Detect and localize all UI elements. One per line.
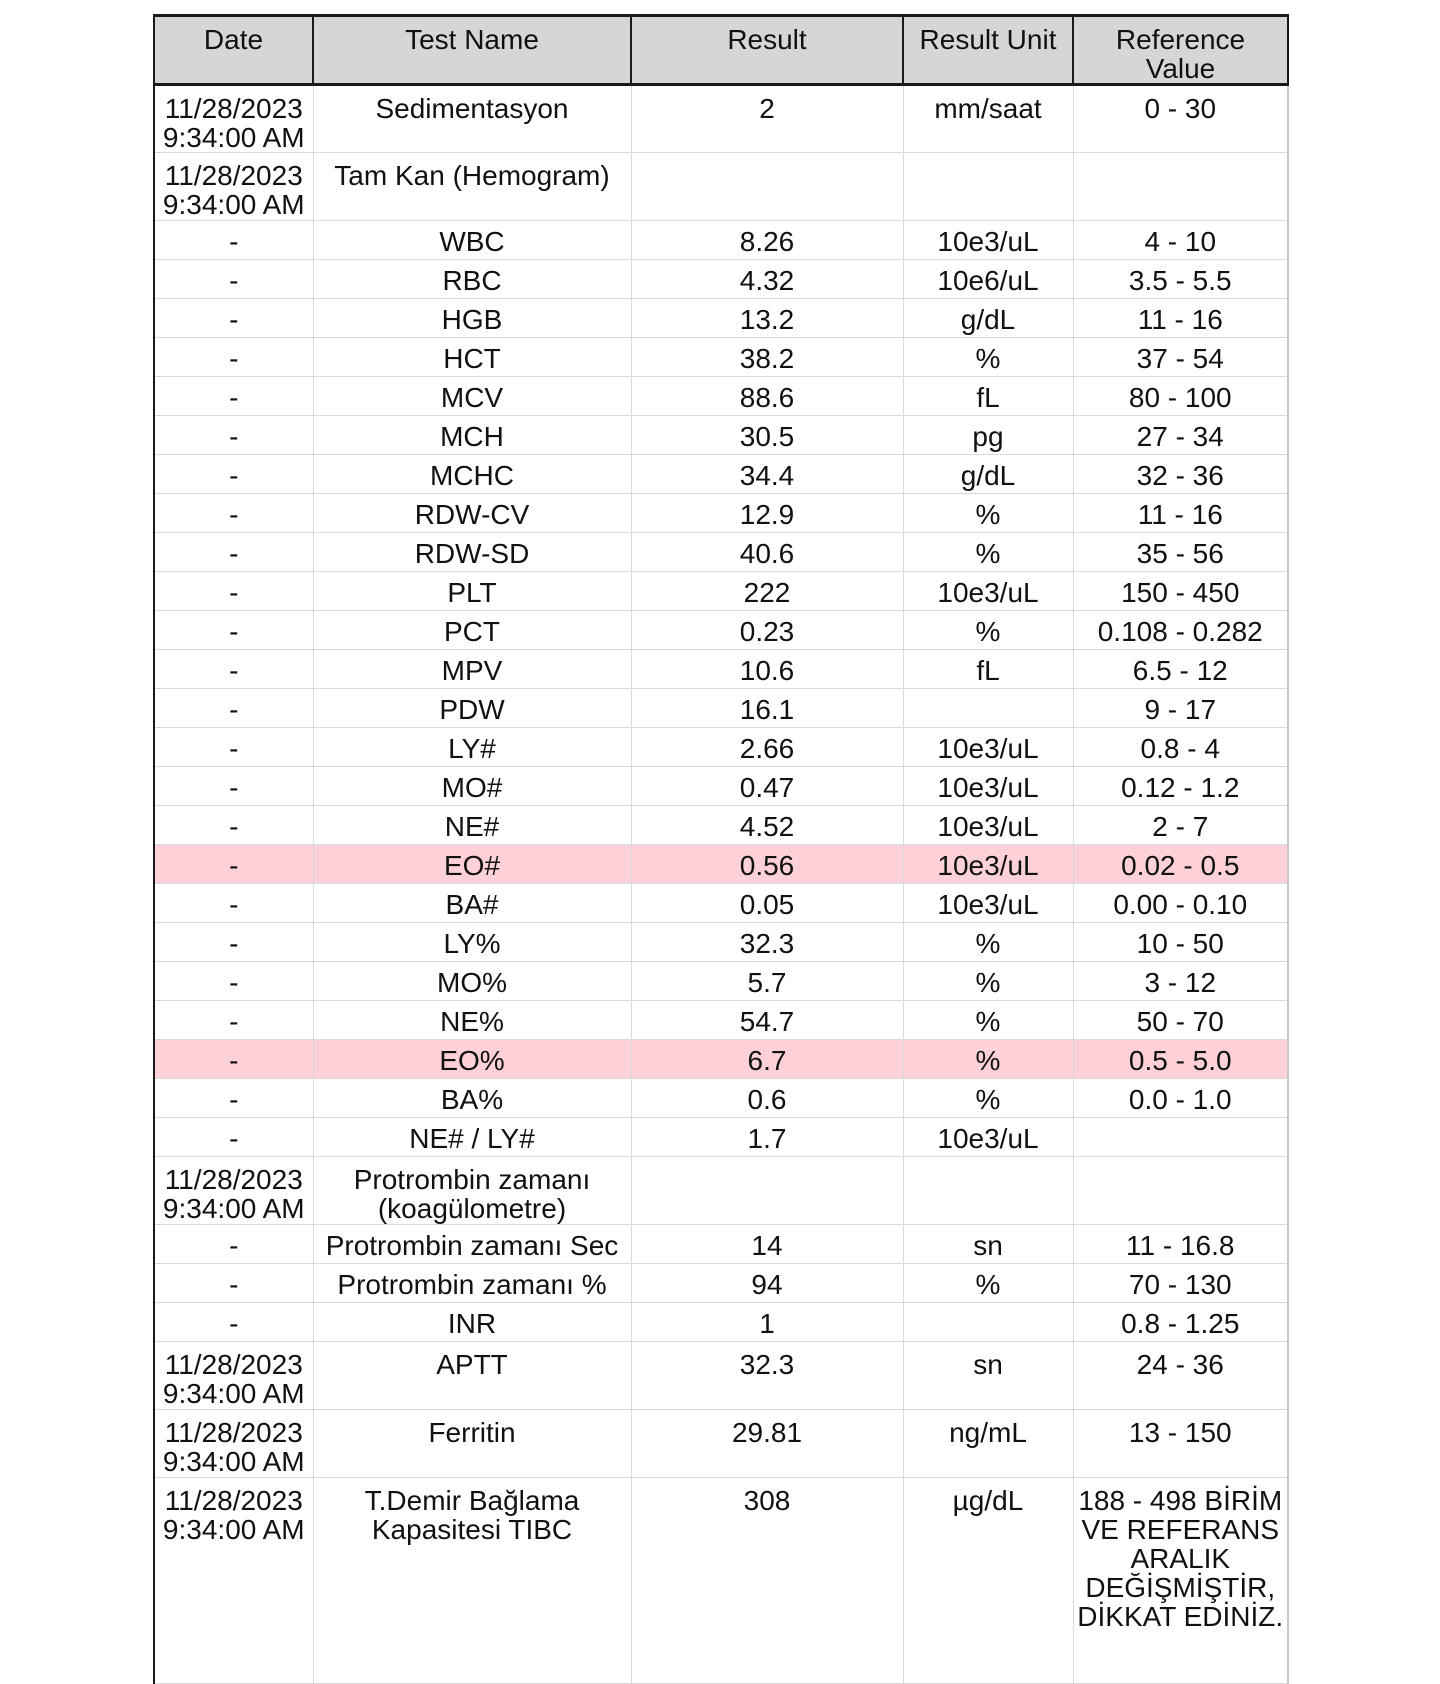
table-row (154, 153, 1288, 221)
cell-result: 29.81 (631, 1410, 903, 1478)
column-header-result-unit: Result Unit (903, 16, 1073, 85)
cell-test-name: Protrombin zamanı % (313, 1264, 631, 1303)
cell-reference-value: 24 - 36 (1073, 1342, 1288, 1410)
cell-result-unit: % (903, 1001, 1073, 1040)
cell-result-unit: % (903, 533, 1073, 572)
cell-test-name: MCH (313, 416, 631, 455)
table-row (154, 455, 1288, 494)
cell-date: - (154, 221, 313, 260)
cell-result-unit: 10e3/uL (903, 806, 1073, 845)
cell-result-unit: 10e3/uL (903, 728, 1073, 767)
table-row (154, 533, 1288, 572)
cell-test-name: NE# (313, 806, 631, 845)
cell-reference-value: 10 - 50 (1073, 923, 1288, 962)
table-row (154, 1118, 1288, 1157)
cell-result-unit: % (903, 611, 1073, 650)
cell-test-name: APTT (313, 1342, 631, 1410)
table-row-flagged (154, 1040, 1288, 1079)
cell-reference-value: 11 - 16 (1073, 299, 1288, 338)
table-row (154, 806, 1288, 845)
cell-test-name: MO% (313, 962, 631, 1001)
lab-results-table (153, 14, 1289, 1684)
cell-test-name: RDW-SD (313, 533, 631, 572)
cell-test-name: BA% (313, 1079, 631, 1118)
cell-test-name: Ferritin (313, 1410, 631, 1478)
cell-reference-value: 0.108 - 0.282 (1073, 611, 1288, 650)
cell-result-unit: pg (903, 416, 1073, 455)
cell-date: - (154, 650, 313, 689)
cell-date: - (154, 260, 313, 299)
table-row (154, 338, 1288, 377)
cell-date: - (154, 494, 313, 533)
table-row (154, 1225, 1288, 1264)
cell-test-name: Sedimentasyon (313, 85, 631, 153)
table-row (154, 650, 1288, 689)
cell-result-unit: 10e3/uL (903, 572, 1073, 611)
cell-reference-value: 11 - 16.8 (1073, 1225, 1288, 1264)
cell-reference-value: 27 - 34 (1073, 416, 1288, 455)
table-row (154, 689, 1288, 728)
cell-result-unit: % (903, 494, 1073, 533)
cell-date: - (154, 806, 313, 845)
cell-result-unit: fL (903, 650, 1073, 689)
cell-date: - (154, 572, 313, 611)
cell-result: 0.47 (631, 767, 903, 806)
cell-result: 0.23 (631, 611, 903, 650)
cell-result: 38.2 (631, 338, 903, 377)
cell-reference-value: 50 - 70 (1073, 1001, 1288, 1040)
table-row (154, 299, 1288, 338)
cell-result-unit (903, 1157, 1073, 1225)
cell-reference-value: 188 - 498 BİRİM VE REFERANS ARALIK DEĞİŞMİŞTİR, DİKKAT EDİNİZ. (1073, 1478, 1288, 1684)
cell-result-unit: % (903, 1040, 1073, 1079)
cell-reference-value: 9 - 17 (1073, 689, 1288, 728)
cell-date: - (154, 884, 313, 923)
cell-test-name: MCHC (313, 455, 631, 494)
cell-result: 1.7 (631, 1118, 903, 1157)
cell-test-name: LY% (313, 923, 631, 962)
cell-result: 32.3 (631, 1342, 903, 1410)
cell-result-unit: sn (903, 1225, 1073, 1264)
cell-test-name: Protrombin zamanı (koagülometre) (313, 1157, 631, 1225)
cell-result: 4.52 (631, 806, 903, 845)
cell-result-unit: 10e3/uL (903, 767, 1073, 806)
cell-result: 40.6 (631, 533, 903, 572)
cell-result-unit: % (903, 1079, 1073, 1118)
cell-test-name: Tam Kan (Hemogram) (313, 153, 631, 221)
cell-reference-value: 0.0 - 1.0 (1073, 1079, 1288, 1118)
cell-result: 0.56 (631, 845, 903, 884)
cell-date: 11/28/2023 9:34:00 AM (154, 1342, 313, 1410)
cell-date: - (154, 1001, 313, 1040)
cell-reference-value: 4 - 10 (1073, 221, 1288, 260)
table-row (154, 1342, 1288, 1410)
table-row (154, 884, 1288, 923)
cell-date: - (154, 1303, 313, 1342)
cell-test-name: WBC (313, 221, 631, 260)
cell-result: 94 (631, 1264, 903, 1303)
cell-test-name: LY# (313, 728, 631, 767)
cell-test-name: RBC (313, 260, 631, 299)
table-row (154, 767, 1288, 806)
cell-result-unit: % (903, 923, 1073, 962)
cell-date: - (154, 533, 313, 572)
cell-reference-value (1073, 1157, 1288, 1225)
cell-result-unit: ng/mL (903, 1410, 1073, 1478)
cell-reference-value: 13 - 150 (1073, 1410, 1288, 1478)
cell-result: 88.6 (631, 377, 903, 416)
cell-date: - (154, 1118, 313, 1157)
cell-date: - (154, 1225, 313, 1264)
cell-date: - (154, 416, 313, 455)
cell-result-unit: % (903, 338, 1073, 377)
table-row (154, 728, 1288, 767)
cell-reference-value: 0.8 - 4 (1073, 728, 1288, 767)
table-row (154, 377, 1288, 416)
cell-reference-value (1073, 1118, 1288, 1157)
cell-date: - (154, 728, 313, 767)
cell-result: 2 (631, 85, 903, 153)
table-row (154, 1157, 1288, 1225)
cell-result: 5.7 (631, 962, 903, 1001)
cell-test-name: PCT (313, 611, 631, 650)
cell-result: 0.05 (631, 884, 903, 923)
cell-date: 11/28/2023 9:34:00 AM (154, 153, 313, 221)
cell-test-name: PDW (313, 689, 631, 728)
cell-test-name: PLT (313, 572, 631, 611)
cell-result: 4.32 (631, 260, 903, 299)
cell-result: 10.6 (631, 650, 903, 689)
cell-result: 16.1 (631, 689, 903, 728)
cell-result: 2.66 (631, 728, 903, 767)
cell-reference-value: 0 - 30 (1073, 85, 1288, 153)
cell-reference-value: 35 - 56 (1073, 533, 1288, 572)
cell-date: - (154, 338, 313, 377)
header-row (154, 16, 1288, 85)
table-row (154, 611, 1288, 650)
cell-date: - (154, 845, 313, 884)
cell-test-name: RDW-CV (313, 494, 631, 533)
table-row (154, 1410, 1288, 1478)
cell-date: - (154, 1040, 313, 1079)
cell-reference-value: 6.5 - 12 (1073, 650, 1288, 689)
cell-test-name: BA# (313, 884, 631, 923)
table-row-flagged (154, 845, 1288, 884)
cell-result: 54.7 (631, 1001, 903, 1040)
column-header-date: Date (154, 16, 313, 85)
table-row (154, 962, 1288, 1001)
table-row (154, 1079, 1288, 1118)
cell-result: 14 (631, 1225, 903, 1264)
cell-result-unit: 10e6/uL (903, 260, 1073, 299)
cell-date: 11/28/2023 9:34:00 AM (154, 1410, 313, 1478)
cell-result-unit: % (903, 962, 1073, 1001)
cell-result: 13.2 (631, 299, 903, 338)
cell-reference-value: 150 - 450 (1073, 572, 1288, 611)
cell-test-name: INR (313, 1303, 631, 1342)
column-header-result: Result (631, 16, 903, 85)
cell-test-name: T.Demir Bağlama Kapasitesi TIBC (313, 1478, 631, 1684)
cell-date: 11/28/2023 9:34:00 AM (154, 85, 313, 153)
table-row (154, 416, 1288, 455)
table-row (154, 494, 1288, 533)
cell-result: 308 (631, 1478, 903, 1684)
cell-test-name: MPV (313, 650, 631, 689)
cell-reference-value: 0.02 - 0.5 (1073, 845, 1288, 884)
cell-result-unit: 10e3/uL (903, 1118, 1073, 1157)
table-row (154, 1264, 1288, 1303)
cell-test-name: NE# / LY# (313, 1118, 631, 1157)
cell-result: 222 (631, 572, 903, 611)
cell-result-unit: mm/saat (903, 85, 1073, 153)
cell-result: 0.6 (631, 1079, 903, 1118)
table-row (154, 1478, 1288, 1684)
cell-result-unit: 10e3/uL (903, 221, 1073, 260)
cell-date: - (154, 455, 313, 494)
cell-test-name: MO# (313, 767, 631, 806)
cell-result-unit (903, 689, 1073, 728)
cell-test-name: HGB (313, 299, 631, 338)
cell-result-unit: % (903, 1264, 1073, 1303)
cell-result: 6.7 (631, 1040, 903, 1079)
table-row (154, 221, 1288, 260)
cell-result: 8.26 (631, 221, 903, 260)
cell-result-unit: µg/dL (903, 1478, 1073, 1684)
column-header-test-name: Test Name (313, 16, 631, 85)
cell-date: - (154, 611, 313, 650)
cell-result: 34.4 (631, 455, 903, 494)
table-row (154, 572, 1288, 611)
table-row (154, 85, 1288, 153)
cell-date: 11/28/2023 9:34:00 AM (154, 1478, 313, 1684)
cell-result-unit: 10e3/uL (903, 884, 1073, 923)
cell-reference-value: 11 - 16 (1073, 494, 1288, 533)
cell-reference-value: 32 - 36 (1073, 455, 1288, 494)
cell-result-unit: 10e3/uL (903, 845, 1073, 884)
cell-result (631, 153, 903, 221)
cell-date: - (154, 962, 313, 1001)
column-header-reference-value: Reference Value (1073, 16, 1288, 85)
cell-test-name: MCV (313, 377, 631, 416)
cell-date: - (154, 923, 313, 962)
cell-result: 12.9 (631, 494, 903, 533)
cell-date: - (154, 767, 313, 806)
cell-test-name: EO# (313, 845, 631, 884)
cell-result-unit (903, 153, 1073, 221)
cell-reference-value: 70 - 130 (1073, 1264, 1288, 1303)
table-row (154, 1303, 1288, 1342)
cell-test-name: HCT (313, 338, 631, 377)
cell-reference-value: 0.5 - 5.0 (1073, 1040, 1288, 1079)
cell-date: - (154, 689, 313, 728)
cell-date: - (154, 1264, 313, 1303)
table-row (154, 260, 1288, 299)
cell-date: - (154, 377, 313, 416)
cell-result-unit (903, 1303, 1073, 1342)
cell-date: - (154, 299, 313, 338)
cell-reference-value: 3.5 - 5.5 (1073, 260, 1288, 299)
lab-results-sheet (153, 14, 1289, 1684)
cell-result: 1 (631, 1303, 903, 1342)
cell-reference-value: 2 - 7 (1073, 806, 1288, 845)
cell-result: 30.5 (631, 416, 903, 455)
cell-test-name: EO% (313, 1040, 631, 1079)
cell-test-name: Protrombin zamanı Sec (313, 1225, 631, 1264)
cell-result-unit: fL (903, 377, 1073, 416)
table-row (154, 1001, 1288, 1040)
cell-reference-value: 37 - 54 (1073, 338, 1288, 377)
cell-result-unit: sn (903, 1342, 1073, 1410)
cell-reference-value: 80 - 100 (1073, 377, 1288, 416)
cell-reference-value: 0.12 - 1.2 (1073, 767, 1288, 806)
cell-reference-value: 3 - 12 (1073, 962, 1288, 1001)
cell-reference-value: 0.8 - 1.25 (1073, 1303, 1288, 1342)
table-row (154, 923, 1288, 962)
cell-reference-value: 0.00 - 0.10 (1073, 884, 1288, 923)
cell-result (631, 1157, 903, 1225)
cell-date: - (154, 1079, 313, 1118)
cell-result-unit: g/dL (903, 299, 1073, 338)
cell-result: 32.3 (631, 923, 903, 962)
cell-result-unit: g/dL (903, 455, 1073, 494)
cell-date: 11/28/2023 9:34:00 AM (154, 1157, 313, 1225)
cell-reference-value (1073, 153, 1288, 221)
cell-test-name: NE% (313, 1001, 631, 1040)
